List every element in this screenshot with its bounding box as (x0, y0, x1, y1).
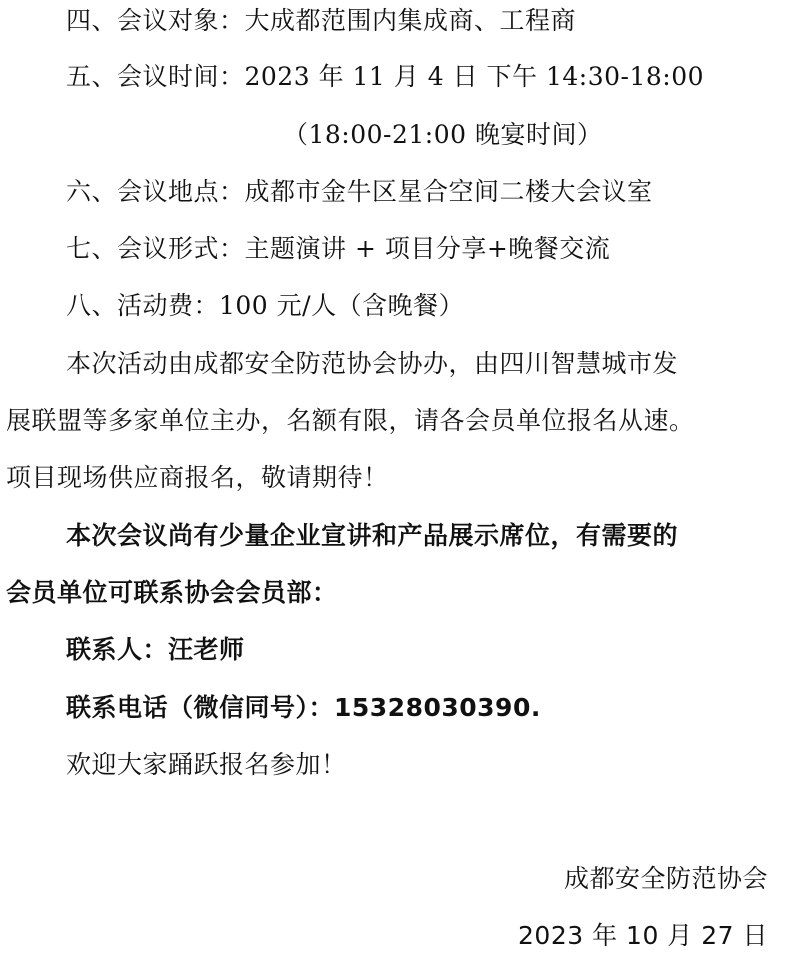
signature-organization: 成都安全防范协会 (563, 864, 768, 893)
item-5-time: 五、会议时间：2023 年 11 月 4 日 下午 14:30-18:00 (66, 62, 705, 91)
paragraph-2-line-1: 本次会议尚有少量企业宣讲和产品展示席位，有需要的 (66, 521, 679, 550)
item-7-format: 七、会议形式：主题演讲 + 项目分享+晚餐交流 (66, 234, 611, 263)
contact-phone: 联系电话（微信同号）：15328030390. (66, 693, 541, 722)
item-5-dinner-time: （18:00-21:00 晚宴时间） (283, 120, 603, 149)
paragraph-2-line-2: 会员单位可联系协会会员部： (6, 578, 338, 607)
welcome-text: 欢迎大家踊跃报名参加！ (66, 750, 347, 779)
item-4-audience: 四、会议对象：大成都范围内集成商、工程商 (66, 6, 577, 35)
paragraph-1-line-2: 展联盟等多家单位主办，名额有限，请各会员单位报名从速。 (6, 406, 695, 435)
item-8-fee: 八、活动费：100 元/人（含晚餐） (66, 291, 465, 320)
item-6-location: 六、会议地点：成都市金牛区星合空间二楼大会议室 (66, 177, 653, 206)
contact-person: 联系人：汪老师 (66, 635, 245, 664)
paragraph-1-line-3: 项目现场供应商报名，敬请期待！ (6, 463, 389, 492)
signature-date: 2023 年 10 月 27 日 (518, 921, 768, 950)
paragraph-1-line-1: 本次活动由成都安全防范协会协办，由四川智慧城市发 (66, 349, 679, 378)
